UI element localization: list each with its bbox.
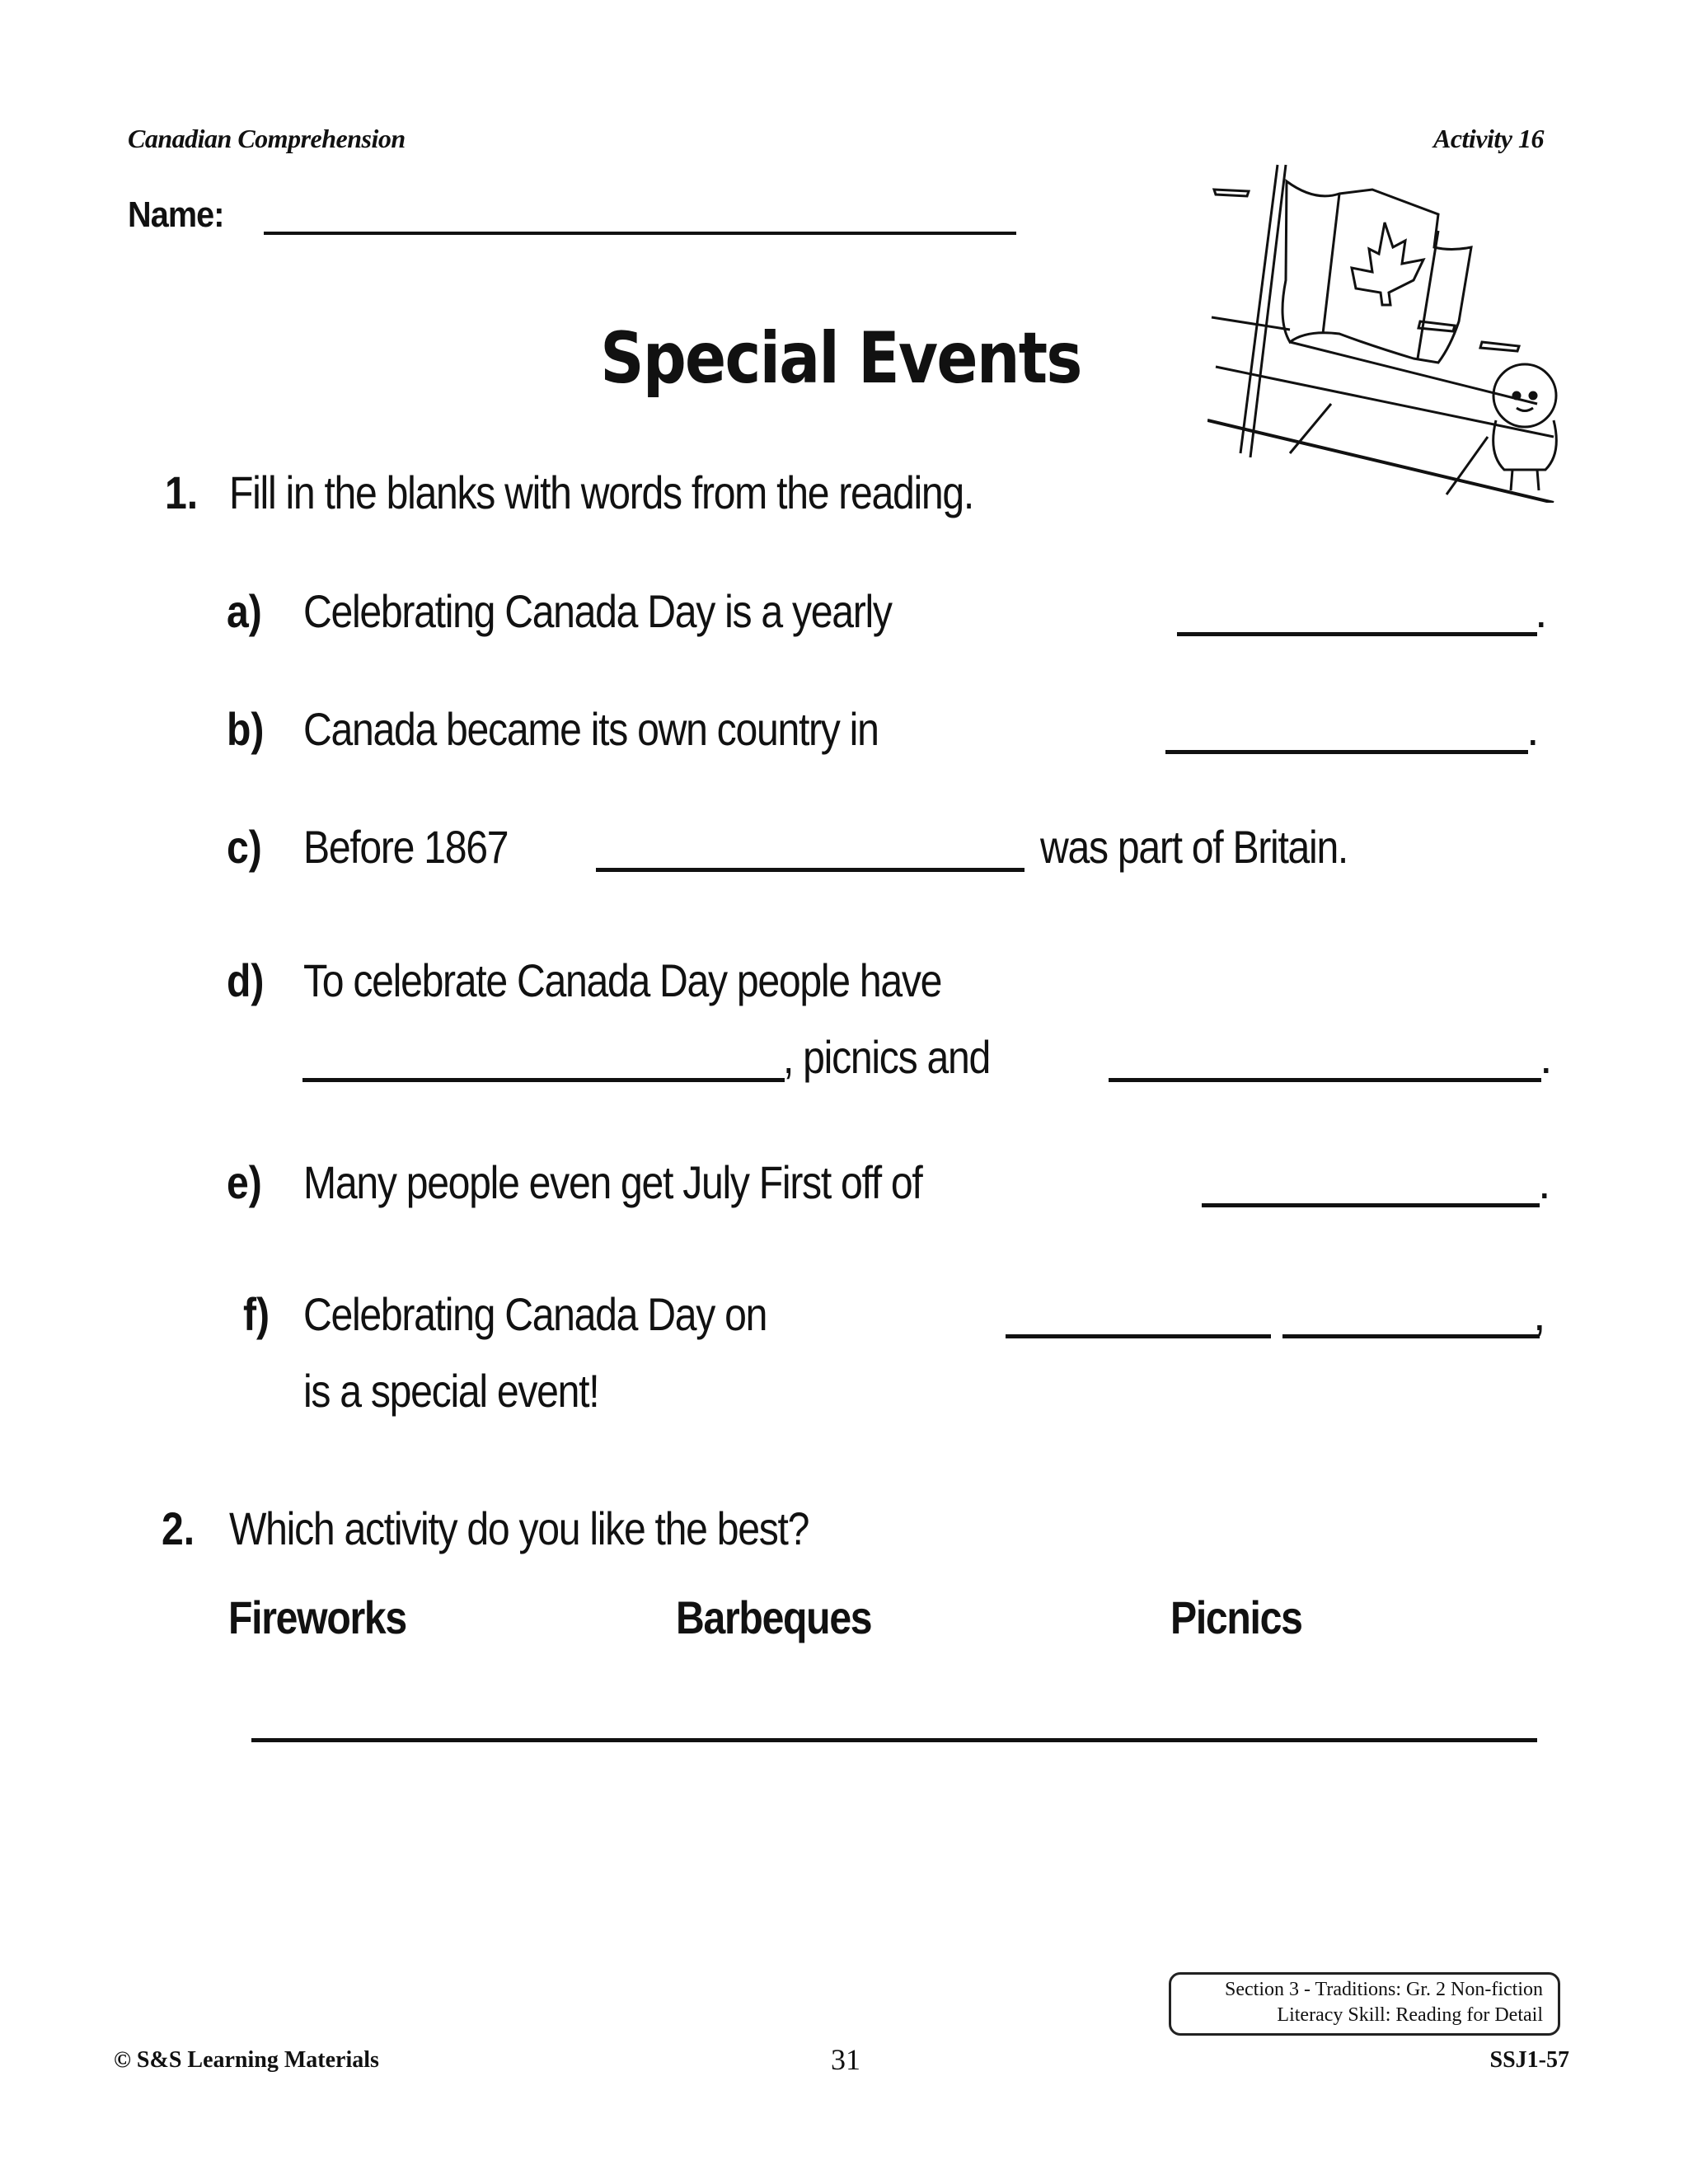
series-title: Canadian Comprehension	[128, 124, 406, 153]
activity-label: Activity 16	[1432, 124, 1544, 153]
item-a-punct: .	[1535, 585, 1548, 637]
item-d-blank-1[interactable]	[302, 1078, 785, 1082]
item-f-letter: f)	[243, 1288, 270, 1340]
name-input-line[interactable]	[264, 232, 1016, 235]
item-d-text-2: , picnics and	[783, 1031, 990, 1083]
item-a-text: Celebrating Canada Day is a yearly	[303, 585, 892, 637]
question-1-number: 1.	[165, 466, 199, 518]
item-e-letter: e)	[227, 1156, 262, 1208]
item-a-letter: a)	[227, 585, 262, 637]
product-code: SSJ1-57	[1489, 2047, 1569, 2073]
question-2-number: 2.	[162, 1502, 195, 1554]
option-picnics: Picnics	[1170, 1591, 1302, 1643]
item-d-text: To celebrate Canada Day people have	[303, 954, 942, 1006]
item-c-text: Before 1867	[303, 821, 509, 873]
item-f-blank-1[interactable]	[1006, 1334, 1271, 1338]
item-f-text: Celebrating Canada Day on	[303, 1288, 767, 1340]
item-b-text: Canada became its own country in	[303, 703, 879, 755]
option-barbeques: Barbeques	[676, 1591, 872, 1643]
copyright: © S&S Learning Materials	[114, 2047, 379, 2073]
item-f-blank-2[interactable]	[1282, 1334, 1540, 1338]
item-b-punct: .	[1526, 703, 1540, 755]
option-fireworks: Fireworks	[228, 1591, 406, 1643]
question-2-prompt: Which activity do you like the best?	[229, 1502, 809, 1554]
item-e-text: Many people even get July First off of	[303, 1156, 922, 1208]
item-f-text-2: is a special event!	[303, 1365, 599, 1417]
item-b-letter: b)	[227, 703, 265, 755]
page-title: Special Events	[600, 317, 1081, 400]
flag-illustration	[1207, 157, 1562, 503]
item-c-blank[interactable]	[596, 868, 1025, 872]
item-f-punct: ,	[1533, 1288, 1546, 1340]
item-d-letter: d)	[227, 954, 265, 1006]
item-a-blank[interactable]	[1177, 632, 1537, 636]
item-d-punct: .	[1540, 1031, 1553, 1083]
question-1-prompt: Fill in the blanks with words from the reading.	[229, 466, 973, 518]
item-d-blank-2[interactable]	[1109, 1078, 1541, 1082]
item-b-blank[interactable]	[1165, 750, 1528, 754]
item-e-blank[interactable]	[1202, 1203, 1540, 1207]
item-e-punct: .	[1538, 1156, 1551, 1208]
item-c-letter: c)	[227, 821, 262, 873]
section-info-line-2: Literacy Skill: Reading for Detail	[1277, 2004, 1543, 2026]
name-label: Name:	[128, 194, 224, 235]
question-2-answer-line[interactable]	[251, 1738, 1537, 1742]
item-c-text-2: was part of Britain.	[1040, 821, 1348, 873]
page-number: 31	[831, 2043, 860, 2076]
section-info-line-1: Section 3 - Traditions: Gr. 2 Non-fiction	[1225, 1979, 1543, 2000]
canadian-flag-maple-leaf-icon	[1207, 157, 1562, 503]
section-info-box	[1169, 1972, 1560, 2036]
